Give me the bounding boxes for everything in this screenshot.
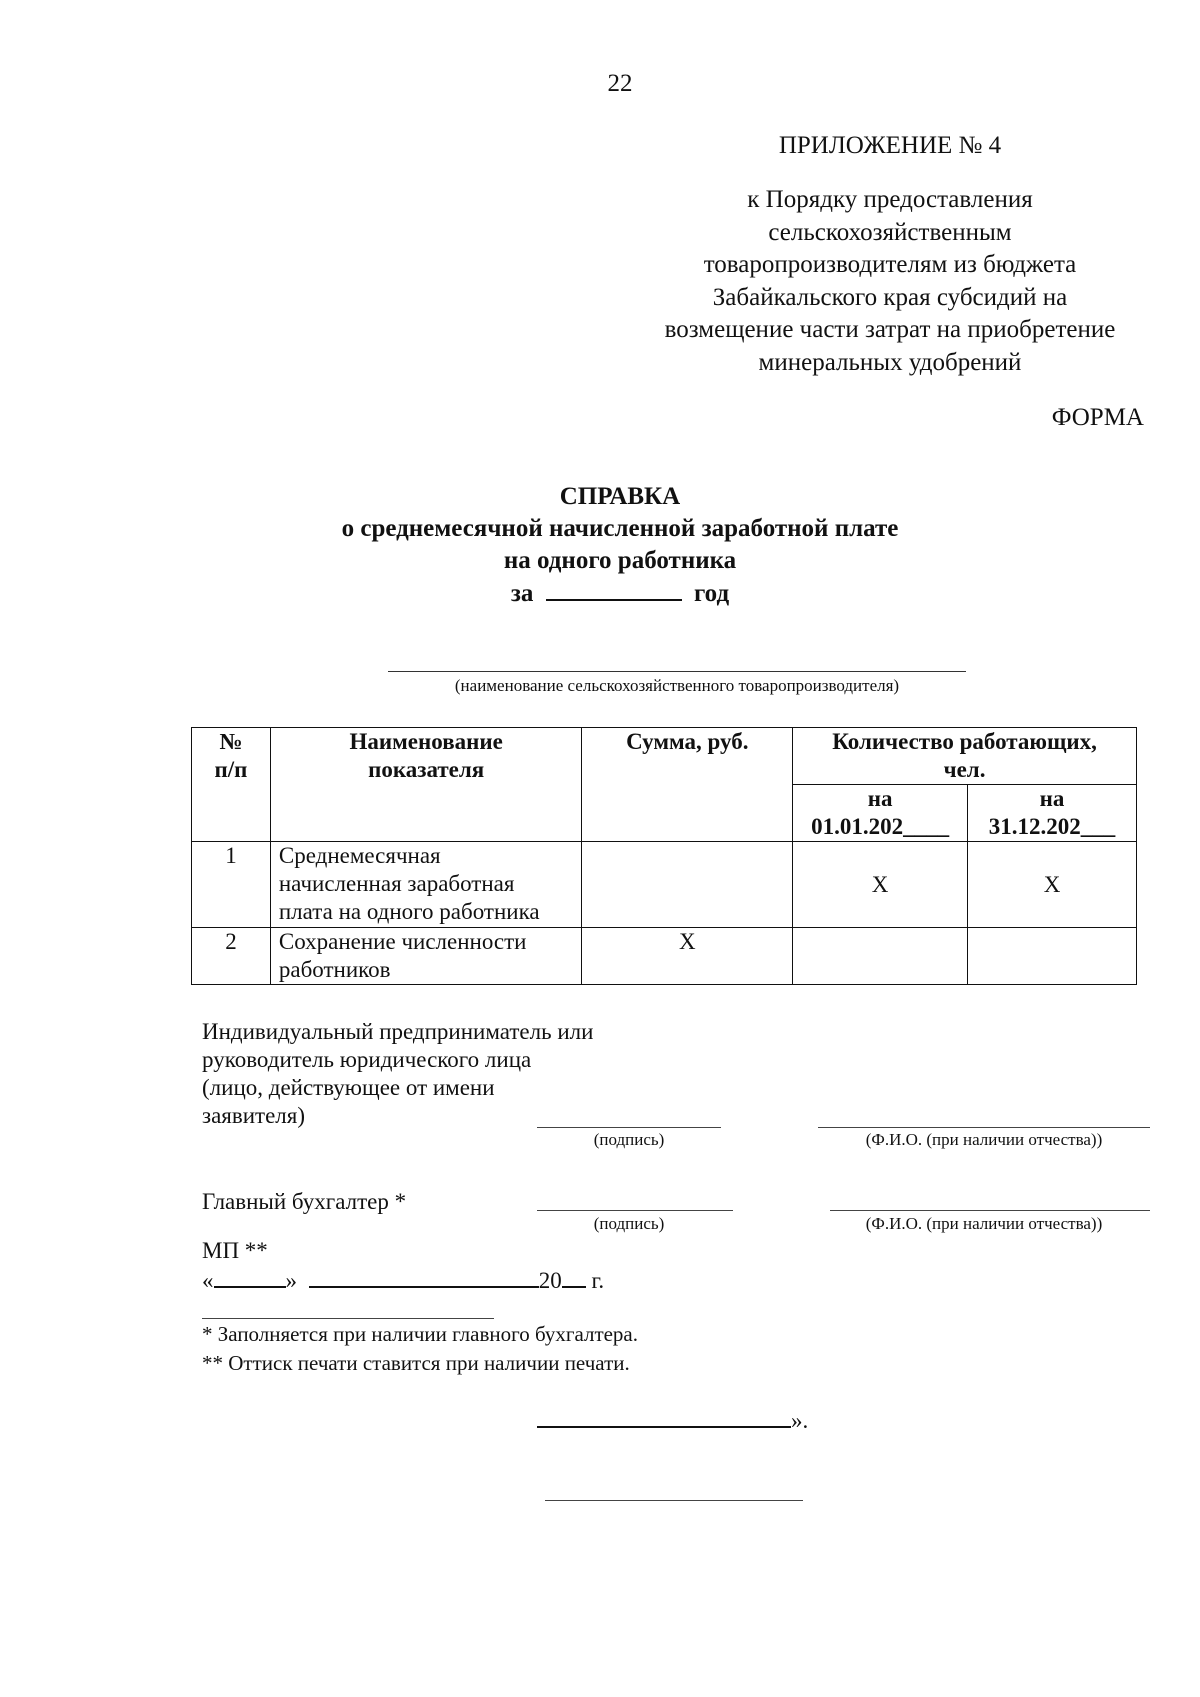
header-date-start (793, 785, 968, 842)
footnote: ** Оттиск печати ставится при наличии печати. (202, 1351, 630, 1375)
page-number: 22 (607, 70, 633, 97)
head-signature-line (537, 1127, 721, 1128)
accountant-fio-line (830, 1210, 1150, 1211)
year-suffix: год (693, 580, 730, 607)
appendix-line: Забайкальского края субсидий на (712, 283, 1068, 311)
header-text: п/п (214, 757, 248, 782)
day-blank (214, 1266, 286, 1288)
month-blank (309, 1266, 539, 1288)
appendix-line: к Порядку предоставления (747, 186, 1033, 213)
signatory-text: руководитель юридического лица (202, 1047, 532, 1072)
accountant-signature-line (537, 1210, 733, 1211)
header-text: Количество работающих, (832, 729, 1097, 754)
row-num: 2 (192, 928, 271, 985)
fio-caption: (Ф.И.О. (при наличии отчества)) (865, 1214, 1103, 1233)
header-text: 01.01.202____ (811, 814, 950, 839)
document-subtitle: на одного работника (503, 547, 737, 574)
forma-label: ФОРМА (1051, 404, 1144, 431)
footnotes (202, 1320, 638, 1378)
header-text: Наименование (349, 729, 503, 754)
document-title-block (0, 481, 1200, 610)
row-sum (582, 842, 793, 928)
header-text: № (219, 729, 243, 754)
row-num: 1 (192, 842, 271, 928)
appendix-line: сельскохозяйственным (768, 218, 1012, 246)
closing-blank (537, 1406, 791, 1428)
signatory-text: Индивидуальный предприниматель или (202, 1019, 594, 1044)
date-quote: « (202, 1268, 214, 1293)
header-text: показателя (368, 757, 485, 782)
year-line (0, 577, 1200, 610)
appendix-line: товаропроизводителям из бюджета (703, 251, 1077, 278)
header-text: 31.12.202___ (988, 814, 1116, 839)
cell-text: Среднемесячная (278, 843, 441, 868)
org-name-line (388, 671, 966, 672)
row-date-start (793, 928, 968, 985)
row-date-start: X (793, 842, 968, 928)
document-title: СПРАВКА (559, 483, 681, 510)
appendix-line: возмещение части затрат на приобретение (664, 316, 1116, 343)
cell-text: работников (278, 957, 391, 982)
signatory-text: (лицо, действующее от имени (202, 1075, 495, 1100)
footnote: * Заполняется при наличии главного бухгалтера. (202, 1322, 639, 1346)
cell-text: начисленная заработная (278, 871, 515, 896)
header-text: чел. (943, 757, 986, 782)
row-sum: X (582, 928, 793, 985)
header-indicator (270, 728, 582, 842)
stamp-label: МП ** (202, 1238, 268, 1263)
head-fio-line (818, 1127, 1150, 1128)
cell-text: плата на одного работника (278, 899, 540, 924)
date-line (202, 1266, 604, 1295)
data-table (191, 727, 1137, 985)
year-blank (562, 1266, 586, 1288)
cell-text: Сохранение численности (278, 929, 527, 954)
appendix-description (600, 184, 1180, 379)
signature-caption: (подпись) (593, 1214, 665, 1233)
head-signatory-label (202, 1018, 593, 1130)
header-num (192, 728, 271, 842)
closing-line (537, 1406, 808, 1435)
signature-caption: (подпись) (593, 1130, 665, 1149)
row-date-end (968, 928, 1137, 985)
appendix-title: ПРИЛОЖЕНИЕ № 4 (778, 132, 1002, 159)
row-date-end: X (968, 842, 1137, 928)
header-date-end (968, 785, 1137, 842)
closing-mark: ». (791, 1408, 809, 1433)
year-blank (546, 577, 682, 601)
document-subtitle: о среднемесячной начисленной заработной плате (341, 515, 899, 542)
table-row (192, 928, 1137, 985)
header-text: на (1039, 786, 1065, 811)
date-year-suffix: г. (591, 1268, 605, 1293)
accountant-label: Главный бухгалтер * (202, 1189, 407, 1214)
appendix-line: минеральных удобрений (758, 348, 1022, 376)
header-workers (793, 728, 1137, 785)
row-indicator (270, 928, 582, 985)
year-prefix: за (510, 580, 534, 607)
header-sum: Сумма, руб. (582, 728, 793, 842)
date-year-prefix: 20 (538, 1268, 562, 1293)
row-indicator (270, 842, 582, 928)
org-name-caption: (наименование сельскохозяйственного товаропроизводителя) (454, 676, 900, 695)
end-separator (545, 1500, 803, 1501)
signatory-text: заявителя) (202, 1103, 306, 1128)
date-quote: » (285, 1268, 297, 1293)
footnote-separator (202, 1318, 494, 1319)
header-text: на (867, 786, 893, 811)
table-row (192, 842, 1137, 928)
fio-caption: (Ф.И.О. (при наличии отчества)) (865, 1130, 1103, 1149)
